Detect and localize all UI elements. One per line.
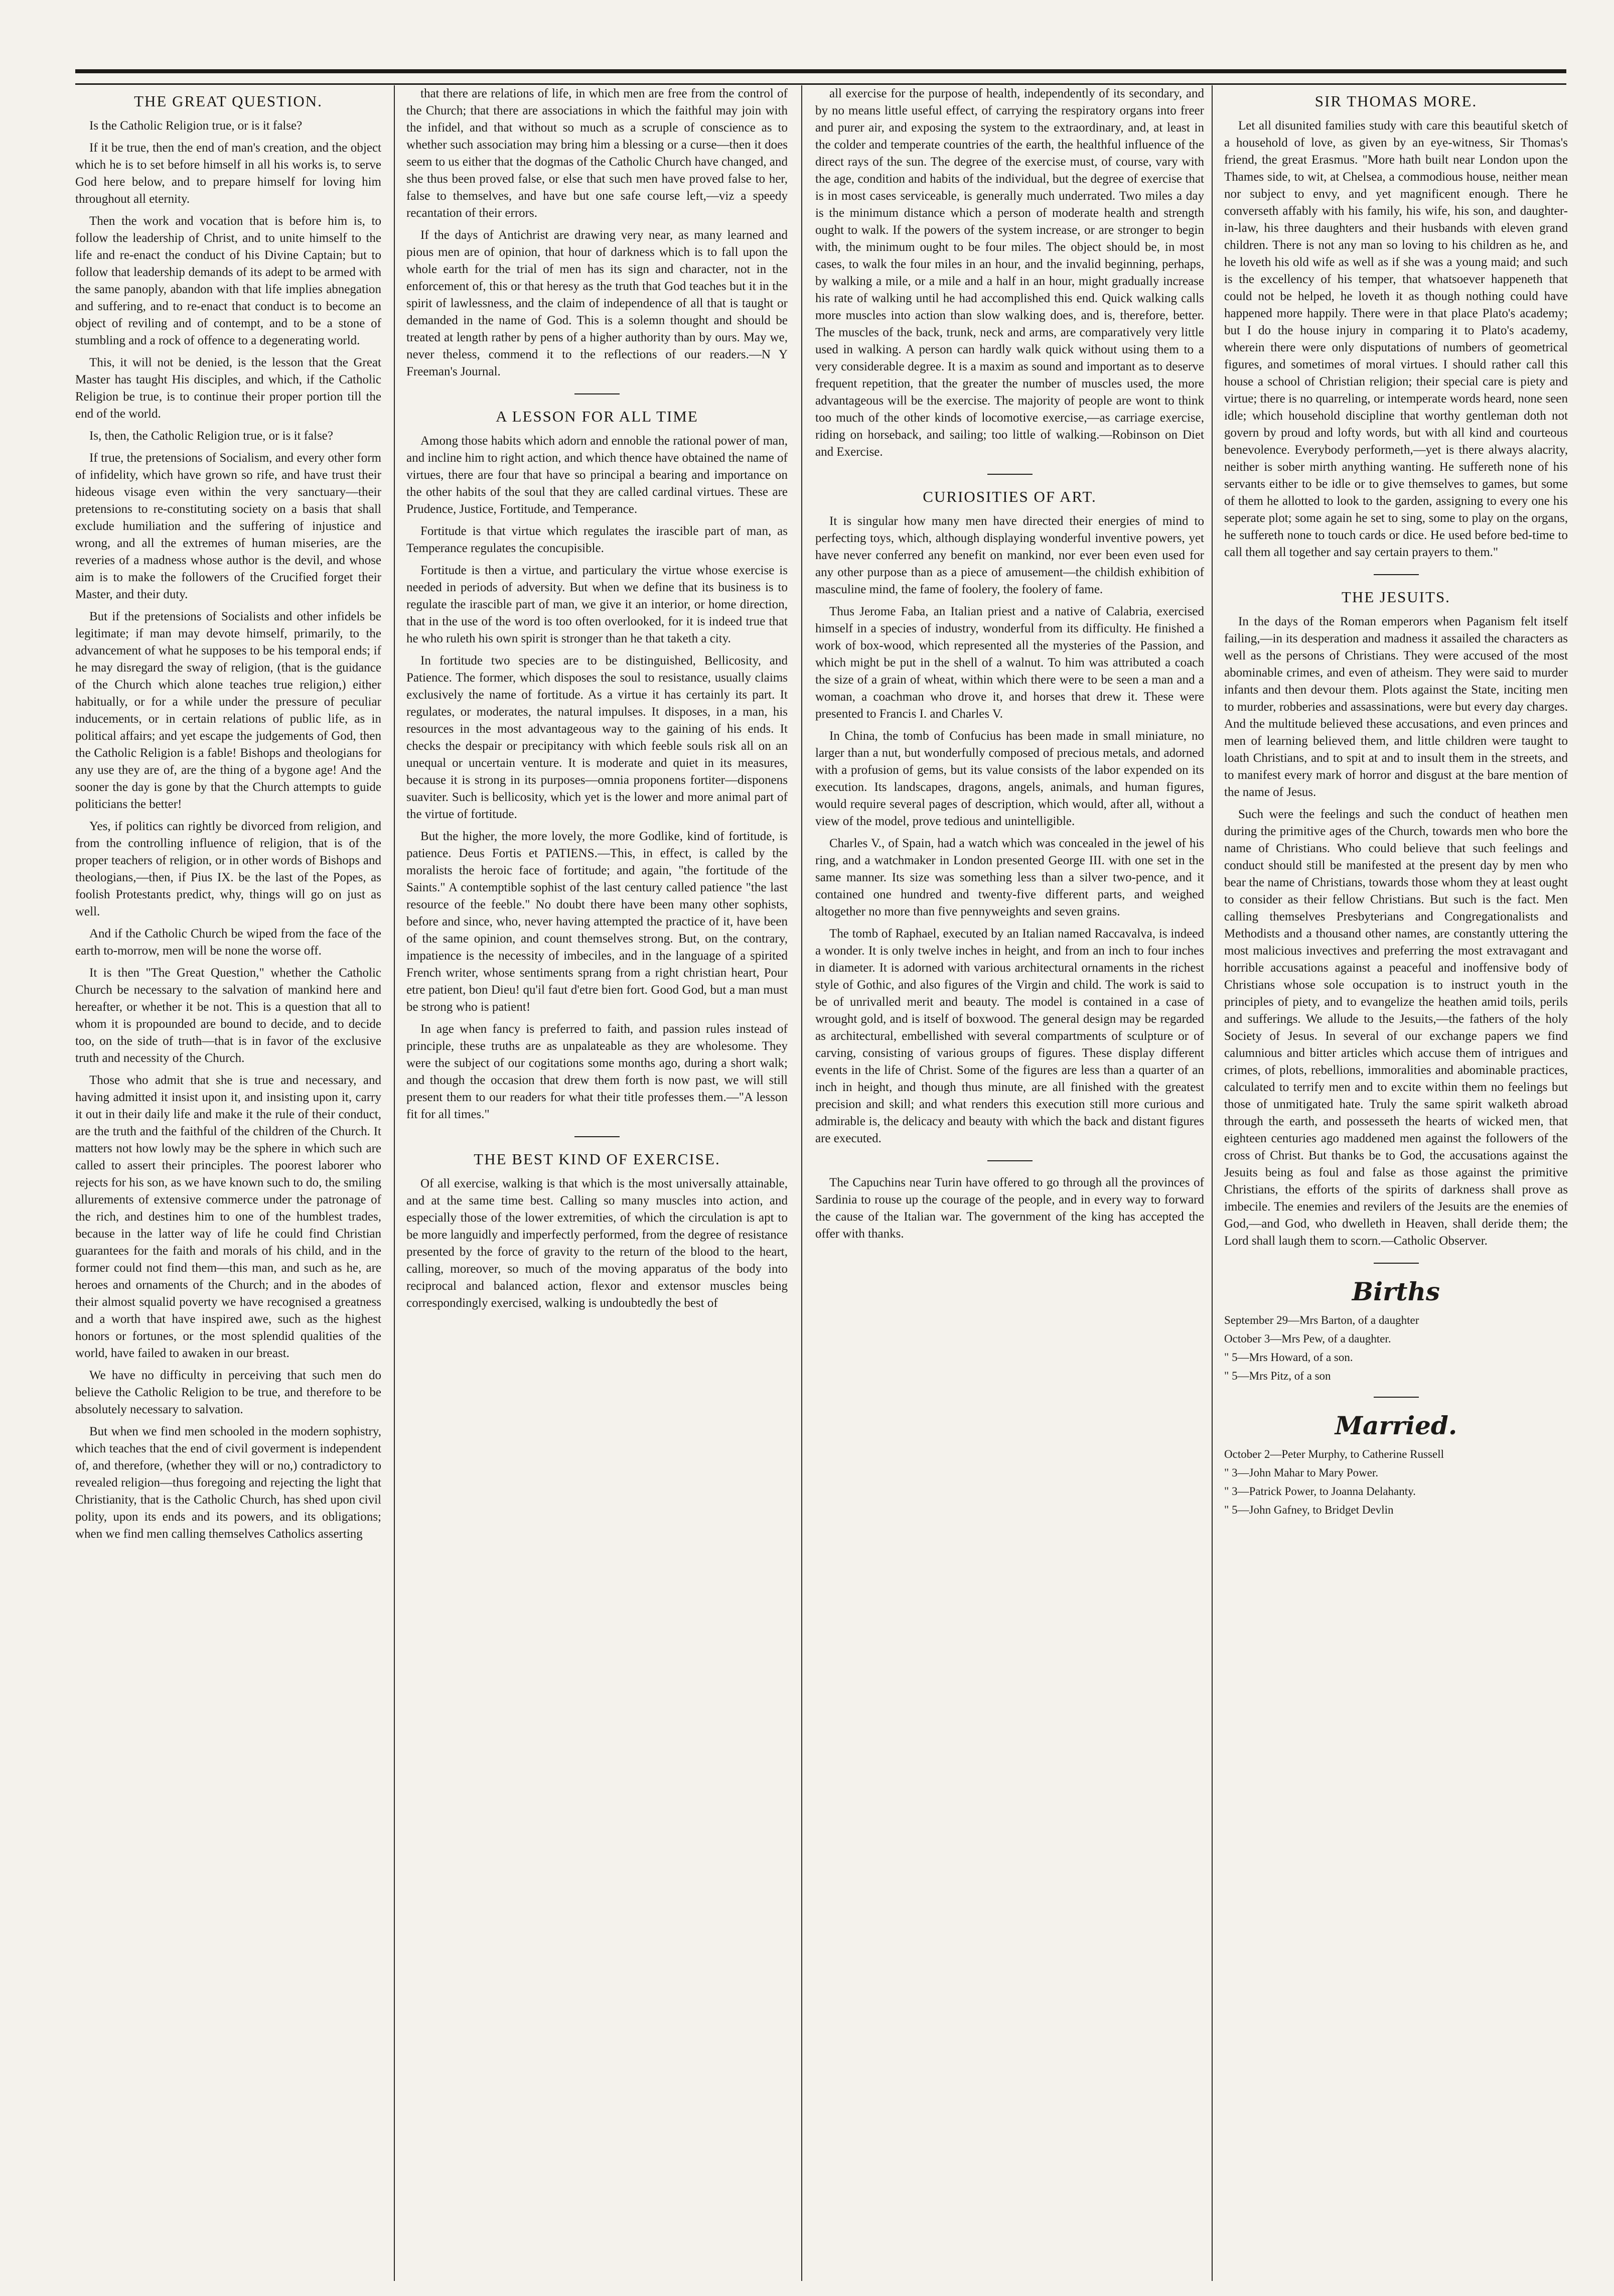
notice-entry: " 5—Mrs Pitz, of a son xyxy=(1224,1370,1331,1383)
article-title-jesuits: THE JESUITS. xyxy=(1342,588,1450,606)
article-continuation xyxy=(815,85,1204,461)
paragraph: In the days of the Roman emperors when Paganism felt itself failing,—in its desperation and madness it assailed the characters as well as the persons of Christians. They were accused of the most abominable crimes, and even of atheism. They were said to murder infants and then devour them. Plots against the State, inciting men to murder, robberies and assassinations, were but every day charges. And the multitude believed these accusations, and even princes and men of learning believed them, and little children were taught to loath Christians, and to spit at and to insult them in the streets, and to manifest every mark of horror and disgust at the bare mention of the name of Jesus. xyxy=(1224,615,1568,799)
article-body-lesson xyxy=(406,433,788,1123)
notice-entry: October 3—Mrs Pew, of a daughter. xyxy=(1224,1332,1391,1345)
article-title-curiosities: CURIOSITIES OF ART. xyxy=(923,488,1097,505)
paragraph: It is then "The Great Question," whether the Catholic Church be necessary to the salvation of mankind here and hereafter, or whether it be not. This is a question that all to whom it is propounded are bound to decide, and to decide too, on the side of truth—that is in favor of the exclusive truth and necessity of the Church. xyxy=(75,966,381,1065)
paragraph: In fortitude two species are to be distinguished, Bellicosity, and Patience. The former, which disposes the soul to resistance, usually claims exclusively the name of fortitude. As a virtue it has certainly its part. It regulates, or moderates, the natural impulses. It disposes, in a man, his resources in the most advantageous way to the gaining of his ends. It checks the despair or precipitancy with which feeble souls risk all on an unequal or uncertain venture. It is moderate and quiet in its measures, because it is strong in its purposes—omnia proponens fortiter—disponens suaviter. Such is bellicosity, which yet is the lower and more animal part of the virtue of fortitude. xyxy=(406,654,788,821)
paragraph: all exercise for the purpose of health, independently of its secondary, and by no means little useful effect, of carrying the respiratory organs into freer and purer air, and exposing the system to the extraordinary, and, at least in the colder and temperate countries of the earth, the healthful influence of the direct rays of the sun. The degree of the exercise must, of course, vary with the age, condition and habits of the individual, but the degree of exercise that is in most cases serviceable, is generally much underrated. Two miles a day is the minimum distance which a person of moderate health and strength ought to walk. If the powers of the system increase, or are stronger to begin with, the minimum ought to be four miles. The object should be, in most cases, to walk the four miles in an hour, and the invalid beginning, perhaps, by walking a mile, or a mile and a half in an hour, might gradually increase his rate of walking until he had accomplished this end. Quick walking calls more muscles into action than slow walking does, and is, therefore, better. The muscles of the back, trunk, neck and arms, are comparatively very little used in walking. A person can hardly walk quick without using them to a very considerable degree. It is a maxim as sound and important as to deserve frequent repetition, that the greater the number of muscles used, the more advantageous will be the exercise. The majority of people are wont to think too much of the other kinds of locomotive exercise,—as carriage exercise, riding on horseback, and sailing; too little of walking.—Robinson on Diet and Exercise. xyxy=(815,87,1204,459)
paragraph: Of all exercise, walking is that which is the most universally attainable, and at the same time best. Calling so many muscles into action, and especially those of the lower extremities, of which the circulation is apt to be more languidly and imperfectly performed, from the degree of resistance presented by the force of gravity to the return of the blood to the heart, calling, moreover, so much of the moving apparatus of the body into reciprocal and balanced action, flexor and extensor muscles being correspondingly exercised, walking is undoubtedly the best of xyxy=(406,1177,788,1310)
paragraph: But the higher, the more lovely, the more Godlike, kind of fortitude, is patience. Deus Fortis et PATIENS.—This, in effect, is called by the moralists the heroic face of fortitude; and again, "the fortitude of the Saints." A contemptible sophist of the last century called patience "the last resource of the feeble." No doubt there have been many other sophists, before and since, who, never having attempted the practice of it, have been of the same opinion, and count themselves strong. But, on the contrary, impatience is the necessity of imbeciles, and in the language of a spirited French writer, whose sentiments sprang from a right christian heart, Pour etre patient, bon Dieu! qu'il faut d'etre bien fort. Good God, but a man must be strong who is patient! xyxy=(406,830,788,1014)
paragraph: Those who admit that she is true and necessary, and having admitted it insist upon it, and insisting upon it, carry it out in their daily life and make it the rule of their conduct, are the truth and the faithful of the children of the Church. It matters not how lowly may be the sphere in which such are called to assert their principles. The poorest laborer who rejects for his son, as we have known such to do, the smiling allurements of extensive commerce under the patronage of the rich, and destines him to one of the humblest trades, because in the latter way of life he could find Christian guarantees for the faith and morals of his child, and in the former could not find them—this man, and such as he, are heroes and ornaments of the Church; and in the abodes of their almost squalid poverty we have recognised a greatness and a worth that have inspired awe, such as the highest honors or fortunes, or the most splendid qualities of the world, have failed to awaken in our breast. xyxy=(75,1073,381,1360)
article-body-more xyxy=(1224,117,1568,561)
notice-entry: " 5—John Gafney, to Bridget Devlin xyxy=(1224,1504,1394,1517)
paragraph: In age when fancy is preferred to faith, and passion rules instead of principle, these truths are as unpalateable as they are wholesome. They were the subject of our cogitations some months ago, during a short walk; and though the occasion that drew them forth is now past, we will still present them to our readers for what their title professes them.—"A lesson fit for all times." xyxy=(406,1022,788,1121)
article-separator xyxy=(1374,574,1419,575)
paragraph: And if the Catholic Church be wiped from the face of the earth to-morrow, men will be none the worse off. xyxy=(75,927,381,958)
column-3 xyxy=(815,85,1204,2283)
article-separator xyxy=(1374,1263,1419,1264)
married-list xyxy=(1224,1446,1568,1518)
paragraph: The Capuchins near Turin have offered to go through all the provinces of Sardinia to rouse up the courage of the people, and in every way to forward the cause of the Italian war. The government of the king has accepted the offer with thanks. xyxy=(815,1176,1204,1241)
notice-entry: September 29—Mrs Barton, of a daughter xyxy=(1224,1314,1419,1326)
column-divider xyxy=(1212,85,1213,2281)
paragraph: The tomb of Raphael, executed by an Italian named Raccavalva, is indeed a wonder. It is only twelve inches in height, and from an inch to four inches in diameter. It is adorned with various architectural ornaments in the richest style of Gothic, and also figures of the Virgin and child. The work is said to be of unrivalled merit and beauty. The model is contained in a case of wrought gold, and is itself of boxwood. The general design may be regarded as architectural, embellished with several compartments of sculpture or of carving, consisting of various groups of figures. These display different events in the life of Christ. Some of the figures are less than a quarter of an inch in height, and though thus minute, are all finished with the greatest precision and skill; and what renders this execution still more curious and admirable is, the delicacy and beauty with which the back and distant figures are executed. xyxy=(815,927,1204,1145)
article-separator xyxy=(987,1160,1033,1161)
article-body-jesuits xyxy=(1224,613,1568,1250)
article-separator xyxy=(574,1136,620,1137)
paragraph: It is singular how many men have directed their energies of mind to perfecting toys, which, although displaying wonderful inventive powers, yet have never conferred any benefit on mankind, nor ever been even used for any other purpose than as a piece of amusement—the childish exhibition of masculine mind, the fame of foolery, the foolery of fame. xyxy=(815,514,1204,596)
paragraph: Thus Jerome Faba, an Italian priest and a native of Calabria, exercised himself in a species of industry, wonderful from its difficulty. He finished a work of box-wood, which represented all the mysteries of the Passion, and which might be put in the shell of a walnut. To him was attributed a coach the size of a grain of wheat, within which there were to be seen a man and a woman, a coachman who drove it, and horses that drew it. These were presented to Francis I. and Charles V. xyxy=(815,605,1204,721)
notice-entry: " 3—John Mahar to Mary Power. xyxy=(1224,1466,1379,1479)
article-title-great-question: THE GREAT QUESTION. xyxy=(134,92,323,110)
article-body-exercise xyxy=(406,1175,788,1312)
paragraph: Such were the feelings and such the conduct of heathen men during the primitive ages of the Church, towards men who bore the name of Christians. Who could believe that such feelings and conduct should still be manifested at the present day by men who bear the name of Christians, towards those whom they at least ought to consider as their fellow Christians. But such is the fact. Men calling themselves Presbyterians and Congregationalists and Methodists and a thousand other names, are constantly uttering the most malicious invectives and preferring the most extravagant and horrible accusations against a peaceful and inoffensive body of Christians whose sole occupation is to instruct youth in the principles of piety, and to evangelize the heathen amid toils, perils and sufferings. We allude to the Jesuits,—the fathers of the holy Society of Jesus. In several of our exchange papers we find calumnious and bitter articles which accuse them of intrigues and crimes, of plots, rebellions, immoralities and abominable practices, calculated to terrify men and to excite within them no feelings but those of unmitigated hate. Truly the same spirit walketh abroad through the earth, and possesseth the hearts of wicked men, that eighteen centuries ago maddened men against the followers of the cross of Christ. But thanks be to God, the accusations against the Jesuits being as foul and false as those against the primitive Christians, the efforts of the spirits of darkness shall prove as imbecile. The enemies and revilers of the Jesuits are the enemies of God,—and God, who dwelleth in Heaven, shall deride them; the Lord shall laugh them to scorn.—Catholic Observer. xyxy=(1224,807,1568,1248)
paragraph: This, it will not be denied, is the lesson that the Great Master has taught His disciples, and which, if the Catholic Religion be true, is to continue their proper portion till the end of the world. xyxy=(75,356,381,421)
paragraph: Yes, if politics can rightly be divorced from religion, and from the controlling influence of religion, that is of the proper teachers of religion, or in other words of Bishops and theologians,—then, if Pius IX. be the last of the Popes, as foolish Protestants predict, why, things will go on just as well. xyxy=(75,820,381,918)
article-title-exercise: THE BEST KIND OF EXERCISE. xyxy=(474,1150,720,1168)
column-1 xyxy=(75,85,381,2283)
paragraph: Let all disunited families study with care this beautiful sketch of a household of love, as given by an eye-witness, Sir Thomas's friend, the great Erasmus. "More hath built near London upon the Thames side, to wit, at Chelsea, a commodious house, neither mean nor subject to envy, and yet magnificent enough. There he converseth affably with his family, his wife, his son, and daughter-in-law, his three daughters and their husbands with eleven grand children. There is not any man so loving to his children as he, and he loveth his old wife as well as if she was a young maid; and such is the excellency of his temper, that whatsoever happeneth that could not be helped, he loveth it as though nothing could have happened more happily. There were in that place Plato's academy; but I do the house injury in comparing it to Plato's academy, wherein there were only disputations of numbers of geometrical figures, and sometimes of moral virtues. I should rather call this house a school of Christian religion; their special care is piety and virtue; there is no quarreling, or intemperate words heard, none seen idle; which household discipline that worthy gentleman doth not govern by proud and lofty words, but with all kind and courteous benevolence. Everybody performeth,—yet is there always alacrity, neither is sober mirth anything wanting. He suffereth none of his servants either to be idle or to give themselves to games, but some of them he allotted to look to the garden, assigning to every one his seperate plot; some again he set to sing, some to play on the organs, he suffereth none to touch cards or dice. He used before bed-time to call them all together and say certain prayers to them." xyxy=(1224,119,1568,559)
paragraph: We have no difficulty in perceiving that such men do believe the Catholic Religion to be true, and therefore to be absolutely necessary to salvation. xyxy=(75,1369,381,1416)
article-separator xyxy=(987,474,1033,475)
column-divider xyxy=(394,85,395,2281)
notice-entry: October 2—Peter Murphy, to Catherine Russell xyxy=(1224,1448,1444,1461)
paragraph: Fortitude is that virtue which regulates the irascible part of man, as Temperance regulates the concupisible. xyxy=(406,524,788,555)
article-body-great-question xyxy=(75,117,381,1543)
paragraph: If it be true, then the end of man's creation, and the object which he is to set before himself in all his works is, to serve God here below, and to prepare himself for loving him throughout all eternity. xyxy=(75,141,381,206)
paragraph: Charles V., of Spain, had a watch which was concealed in the jewel of his ring, and a watchmaker in London presented George III. with one set in the same manner. Its size was something less than a silver two-pence, and it contained one hundred and twenty-five different parts, and weighed altogether no more than five pennyweights and seven grains. xyxy=(815,837,1204,918)
paragraph: If true, the pretensions of Socialism, and every other form of infidelity, which have grown so rife, and have trust their hideous visage even within the very sanctuary—their pretensions to re-constituting society on a basis that shall exclude humiliation and the suffering of injustice and wrong, and all the extremes of human miseries, are the reveries of a madness whose author is the devil, and whose aim is to make the followers of the Crucified forget their Master, and their duty. xyxy=(75,451,381,601)
article-title-lesson: A LESSON FOR ALL TIME xyxy=(496,408,698,425)
paragraph: Is the Catholic Religion true, or is it false? xyxy=(89,119,303,132)
notice-entry: " 3—Patrick Power, to Joanna Delahanty. xyxy=(1224,1485,1416,1498)
notice-entry: " 5—Mrs Howard, of a son. xyxy=(1224,1351,1353,1364)
article-title-more: SIR THOMAS MORE. xyxy=(1314,92,1478,110)
column-2 xyxy=(406,85,788,2283)
paragraph: Fortitude is then a virtue, and particulary the virtue whose exercise is needed in periods of adversity. But when we define that its business is to regulate the irascible part of man, we give it an interior, or home direction, that in the use of the word is too often overlooked, for it is indeed true that he who ruleth his own spirit is stronger than he that taketh a city. xyxy=(406,564,788,645)
section-heading-married: Married. xyxy=(1335,1411,1457,1441)
paragraph: Then the work and vocation that is before him is, to follow the leadership of Christ, and to unite himself to the life and re-enact the conduct of his Divine Captain; but to follow that leadership demands of its adept to be armed with the same panoply, abandon with that life implies abnegation and suffering, and to re-enact that conduct is to become an object of reviling and of contempt, and to be a stone of stumbling and a rock of offence to a degenerating world. xyxy=(75,214,381,347)
article-continuation xyxy=(406,85,788,380)
column-divider xyxy=(801,85,802,2281)
births-list xyxy=(1224,1312,1568,1384)
paragraph: In China, the tomb of Confucius has been made in small miniature, no larger than a nut, but wonderfully composed of precious metals, and adorned with a profusion of gems, but its value consists of the labor expended on its execution. Its landscapes, dragons, angels, animals, and human figures, would require several pages of description, which would, after all, without a view of the model, prove tedious and unintelligible. xyxy=(815,729,1204,828)
section-heading-births: Births xyxy=(1352,1277,1440,1306)
paragraph: If the days of Antichrist are drawing very near, as many learned and pious men are of opinion, that hour of darkness which is to fall upon the whole earth for the trial of men has its sign and character, not in the enforcement of, this or that heresy as the truth that God teaches but it in the spirit of lawlessness, and the claim of independence of all that is taught or demanded in the name of God. This is a solemn thought and should be treated at length rather by pens of a higher authority than by ours. May we, never theless, commend it to the reflections of our readers.—N Y Freeman's Journal. xyxy=(406,228,788,378)
article-separator xyxy=(574,393,620,394)
paragraph: Is, then, the Catholic Religion true, or is it false? xyxy=(89,429,333,443)
paragraph: But when we find men schooled in the modern sophistry, which teaches that the end of civil goverment is independent of, and therefore, (whether they will or no,) contradictory to revealed religion—thus foregoing and rejecting the light that Christianity, that is the Catholic Church, has shed upon civil polity, upon its ends and its powers, and its obligations; when we find men calling themselves Catholics asserting xyxy=(75,1425,381,1541)
paragraph: Among those habits which adorn and ennoble the rational power of man, and incline him to right action, and which thence have obtained the name of virtues, there are four that have so principal a bearing and importance on the other habits of the soul that they are called cardinal virtues. These are Prudence, Justice, Fortitude, and Temperance. xyxy=(406,434,788,516)
article-body-curiosities xyxy=(815,513,1204,1147)
masthead-rule xyxy=(75,69,1566,85)
news-item-capuchins xyxy=(815,1174,1204,1243)
article-separator xyxy=(1374,1397,1419,1398)
paragraph: that there are relations of life, in which men are free from the control of the Church; that there are associations in which the faithful may join with the infidel, and that without so much as a scruple of conscience as to whether such association may bring him a blessing or a curse—then it does seem to us either that the dogmas of the Catholic Church have changed, and she thus been proved false, or else that such men have proved false to her, false to themselves, and have but one safe course left,—viz a speedy recantation of their errors. xyxy=(406,87,788,220)
paragraph: But if the pretensions of Socialists and other infidels be legitimate; if man may devote himself, primarily, to the advancement of what he supposes to be his temporal ends; if he may disregard the sway of religion, (that is the guidance of the Church which alone teaches true religion,) either habitually, or for a while under the pressure of peculiar inducements, or in certain relations of public life, as in political affairs; and yet escape the judgements of God, then the Catholic Religion is a fable! Bishops and theologians for any use they are of, are the thing of a bygone age! And the sooner the day is gone by that the Church attempts to guide politicians the better! xyxy=(75,610,381,811)
column-4 xyxy=(1224,85,1568,2283)
